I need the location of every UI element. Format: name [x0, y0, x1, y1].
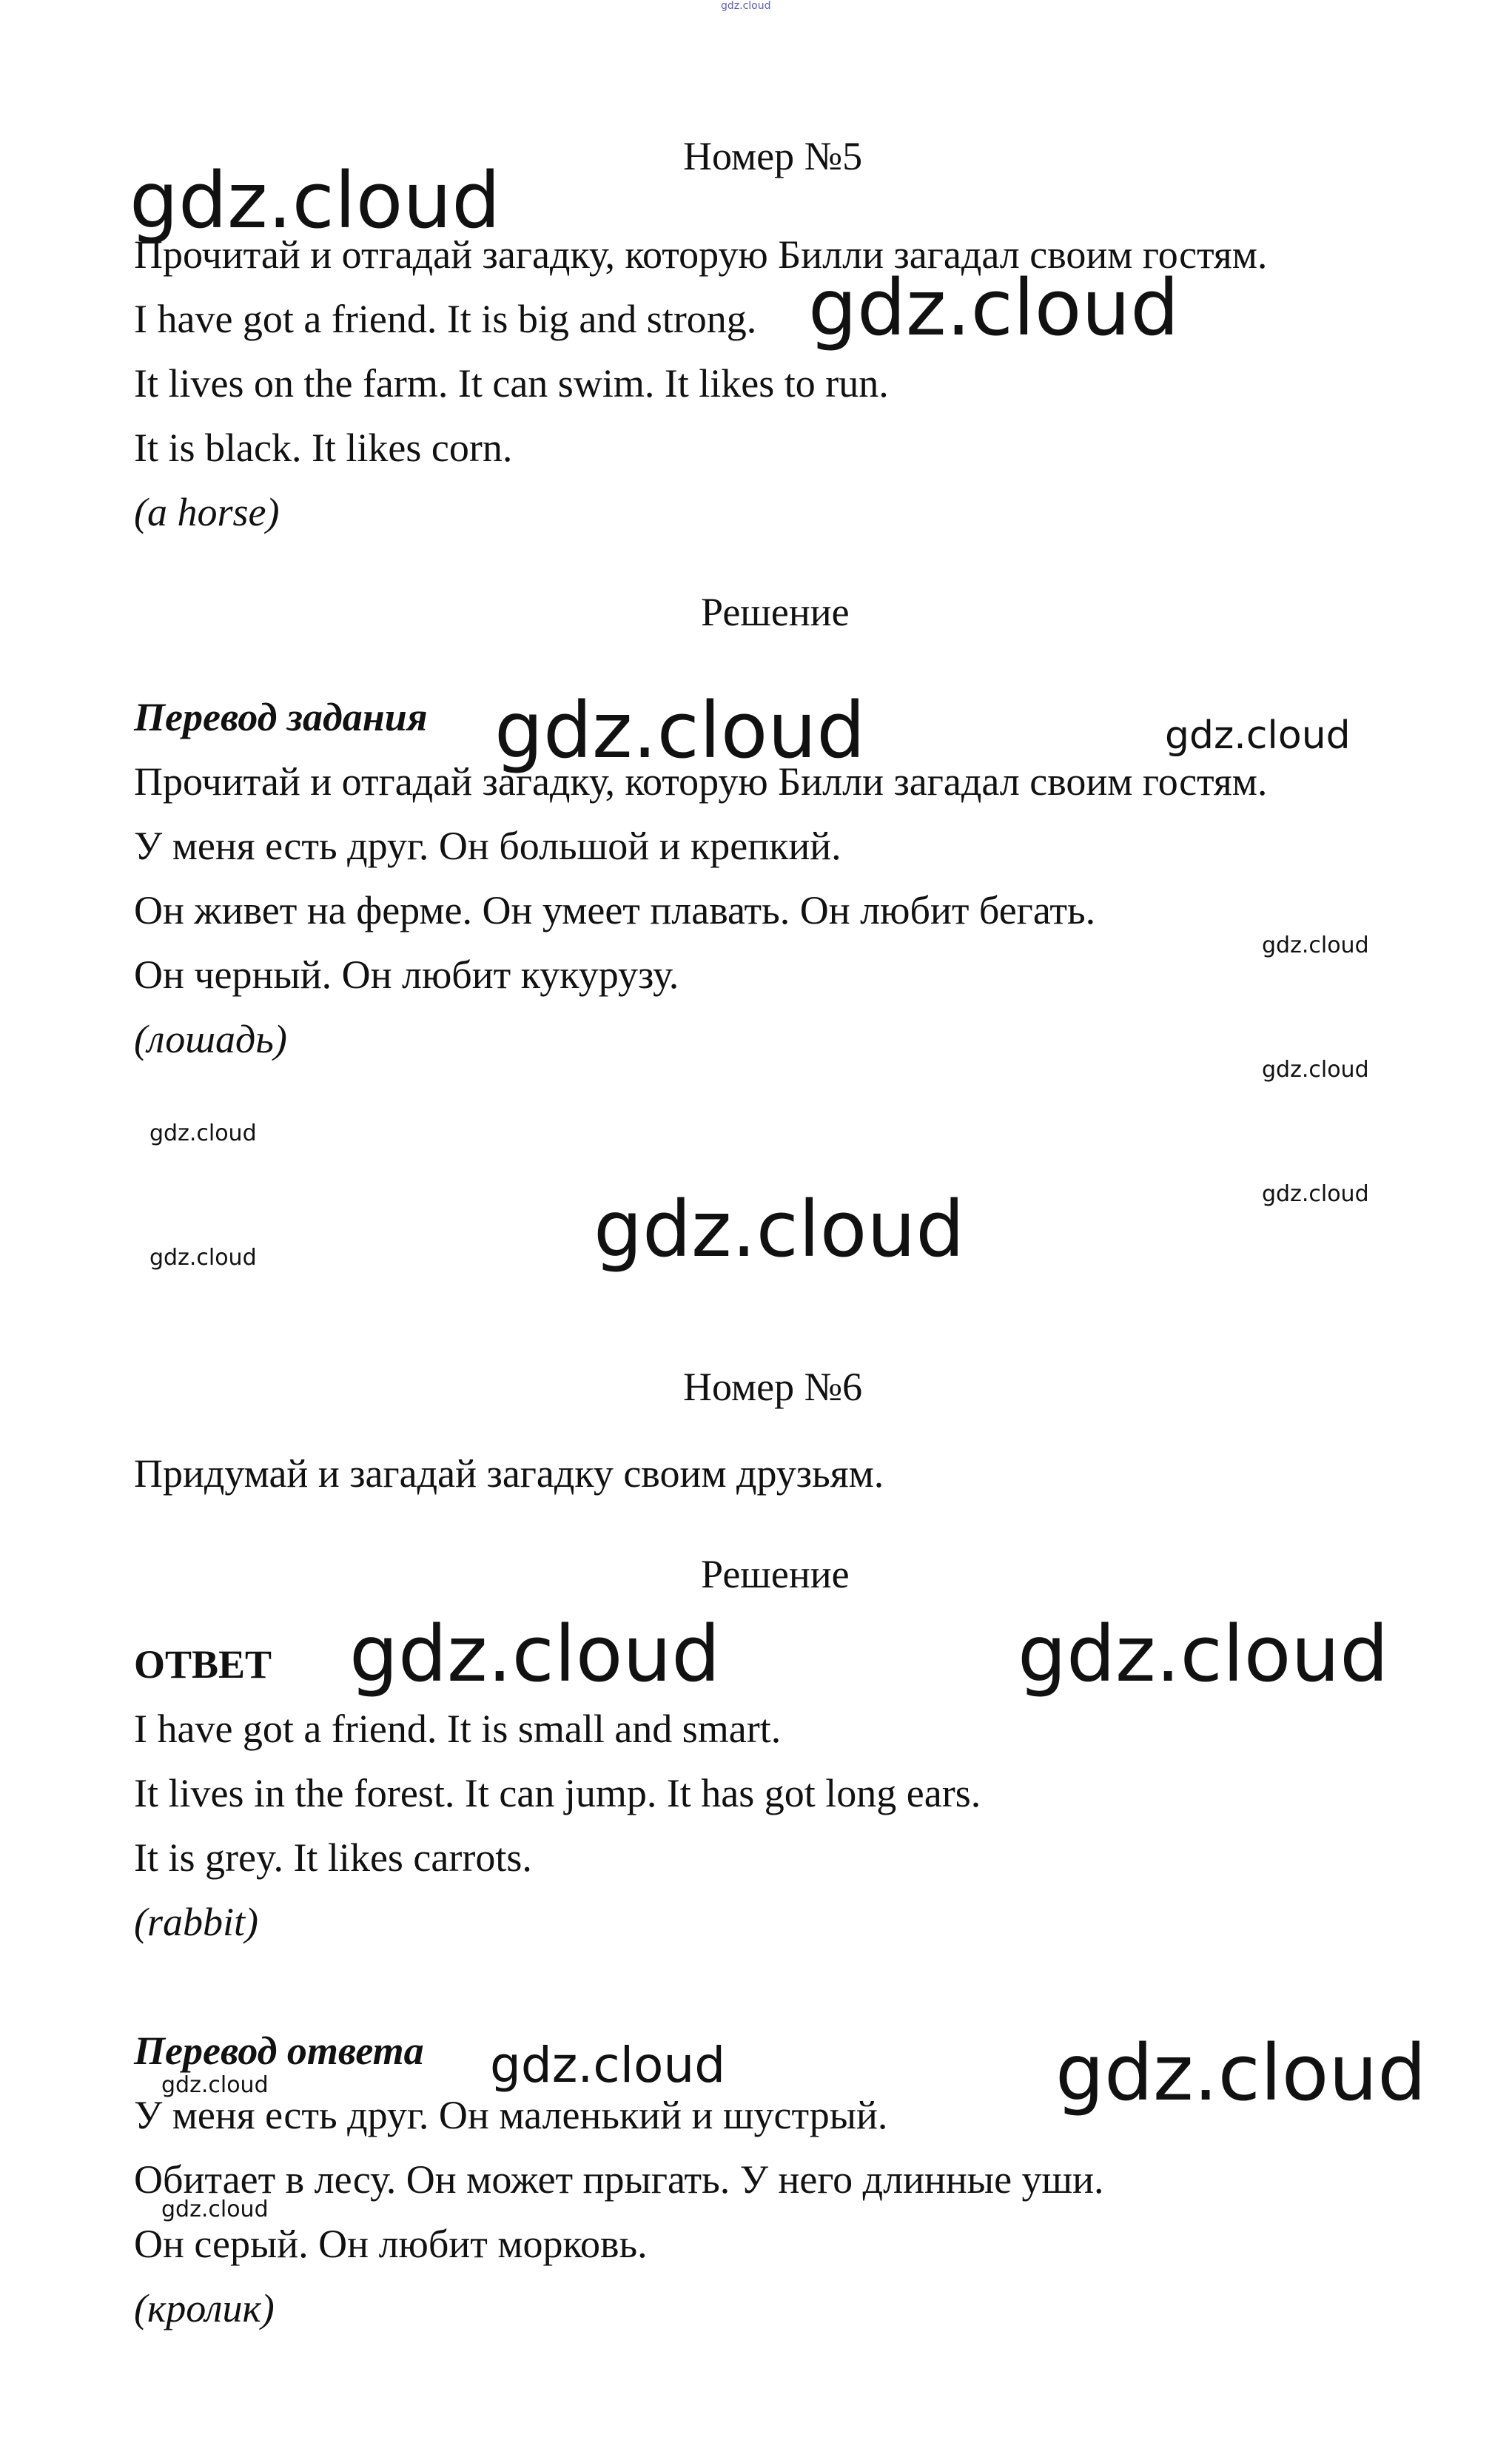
watermark: gdz.cloud: [149, 1120, 257, 1146]
task5-translation-heading: Перевод задания: [134, 695, 428, 739]
task5-translation-prompt: Прочитай и отгадай загадку, которую Билли загадал своим гостям.: [134, 759, 1268, 804]
task5-translation-answer: (лошадь): [134, 1017, 287, 1061]
watermark: gdz.cloud: [490, 2037, 726, 2094]
task6-riddle-line: It is grey. It likes carrots.: [134, 1835, 532, 1880]
task5-riddle-line: I have got a friend. It is big and strong.: [134, 297, 757, 341]
task6-riddle-line: It lives in the forest. It can jump. It has got long ears.: [134, 1771, 981, 1815]
task6-title: Номер №6: [683, 1365, 863, 1409]
watermark: gdz.cloud: [161, 2197, 269, 2222]
task5-solution-title: Решение: [701, 590, 850, 634]
task5-answer: (a horse): [134, 490, 280, 534]
watermark: gdz.cloud: [594, 1184, 965, 1274]
task5-riddle-line: It is black. It likes corn.: [134, 426, 513, 470]
task6-translation-line: Обитает в лесу. Он может прыгать. У него длинные уши.: [134, 2157, 1104, 2202]
watermark: gdz.cloud: [494, 685, 866, 776]
task6-prompt: Придумай и загадай загадку своим друзьям.: [134, 1451, 884, 1496]
task6-translation-line: У меня есть друг. Он маленький и шустрый.: [134, 2093, 888, 2137]
watermark: gdz.cloud: [149, 1245, 257, 1271]
task6-translation-line: Он серый. Он любит морковь.: [134, 2222, 648, 2266]
watermark: gdz.cloud: [130, 155, 501, 246]
task6-answer: (rabbit): [134, 1900, 258, 1944]
watermark: gdz.cloud: [1262, 1057, 1369, 1083]
watermark: gdz.cloud: [161, 2072, 269, 2098]
task6-translation-heading: Перевод ответа: [134, 2029, 424, 2073]
task5-translation-line: Он черный. Он любит кукурузу.: [134, 952, 679, 997]
watermark: gdz.cloud: [349, 1609, 721, 1699]
task5-translation-line: Он живет на ферме. Он умеет плавать. Он любит бегать.: [134, 888, 1096, 932]
task5-translation-line: У меня есть друг. Он большой и крепкий.: [134, 824, 841, 868]
watermark: gdz.cloud: [1165, 713, 1351, 758]
task5-riddle-line: It lives on the farm. It can swim. It likes to run.: [134, 361, 889, 406]
task6-riddle-line: I have got a friend. It is small and smart.: [134, 1707, 782, 1751]
task6-answer-heading: ОТВЕТ: [134, 1642, 272, 1687]
watermark: gdz.cloud: [1262, 932, 1369, 958]
watermark: gdz.cloud: [808, 263, 1180, 353]
task5-prompt: Прочитай и отгадай загадку, которую Билли загадал своим гостям.: [134, 232, 1268, 277]
watermark: gdz.cloud: [1055, 2028, 1427, 2118]
task5-title: Номер №5: [683, 134, 863, 178]
watermark: gdz.cloud: [1262, 1181, 1369, 1207]
watermark: gdz.cloud: [1018, 1609, 1389, 1699]
top-watermark: gdz.cloud: [721, 0, 771, 12]
task6-solution-title: Решение: [701, 1552, 850, 1596]
task6-translation-answer: (кролик): [134, 2286, 275, 2330]
